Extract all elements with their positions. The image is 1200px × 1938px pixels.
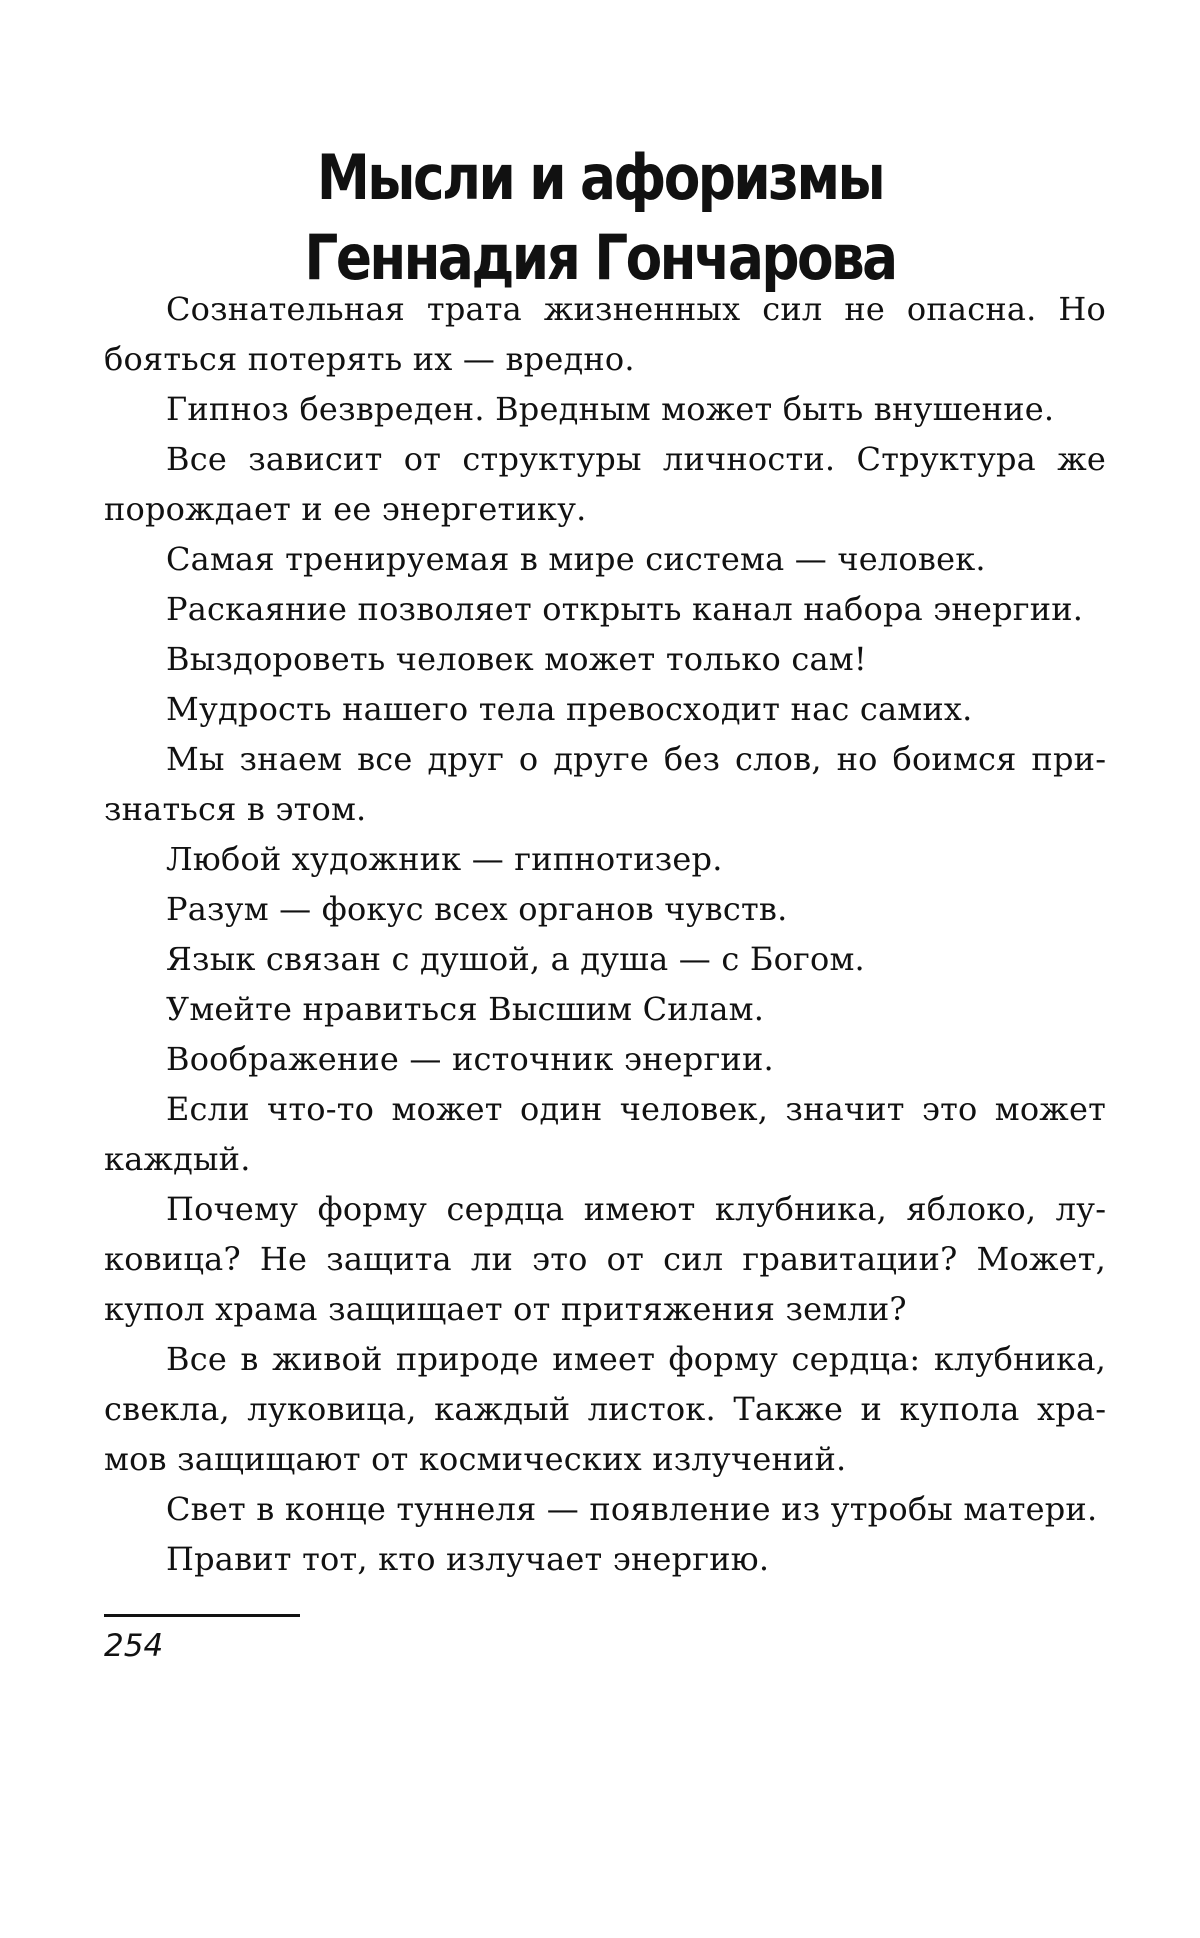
chapter-title bbox=[170, 138, 1030, 298]
aphorism-paragraph: Если что-то может один человек, значит это может каждый. bbox=[104, 1090, 1106, 1178]
aphorism-paragraph: Самая тренируемая в мире система — человек. bbox=[166, 540, 986, 578]
aphorism-paragraph: Выздороветь человек может только сам! bbox=[166, 640, 867, 678]
aphorism-paragraph: Почему форму сердца имеют клубника, яблоко, луковица? Не защита ли это от сил гравитации? Может, купол храма защищает от притяжения земли? bbox=[104, 1190, 1106, 1328]
aphorism-paragraph: Раскаяние позволяет открыть канал набора энергии. bbox=[166, 590, 1084, 628]
chapter-title-line-1: Мысли и афоризмы bbox=[316, 140, 884, 214]
footer-rule bbox=[104, 1614, 300, 1617]
aphorism-paragraph: Воображение — источник энергии. bbox=[166, 1040, 774, 1078]
aphorisms-text bbox=[104, 284, 1106, 1584]
aphorism-paragraph: Свет в конце туннеля — появление из утробы матери. bbox=[166, 1490, 1098, 1528]
aphorism-paragraph: Все в живой природе имеет форму сердца: клубника, свекла, луковица, каждый листок. Также и купола храмов защищают от космических излучений. bbox=[104, 1340, 1106, 1478]
aphorism-paragraph: Мы знаем все друг о друге без слов, но боимся признаться в этом. bbox=[104, 740, 1106, 828]
aphorism-paragraph: Мудрость нашего тела превосходит нас самих. bbox=[166, 690, 973, 728]
aphorism-paragraph: Любой художник — гипнотизер. bbox=[166, 840, 723, 878]
aphorism-paragraph: Правит тот, кто излучает энергию. bbox=[166, 1540, 770, 1578]
aphorism-paragraph: Умейте нравиться Высшим Силам. bbox=[166, 990, 765, 1028]
aphorism-paragraph: Сознательная трата жизненных сил не опасна. Но бояться потерять их — вредно. bbox=[104, 290, 1106, 378]
page-number: 254 bbox=[104, 1628, 164, 1664]
aphorism-paragraph: Разум — фокус всех органов чувств. bbox=[166, 890, 788, 928]
aphorism-paragraph: Язык связан с душой, а душа — с Богом. bbox=[166, 940, 865, 978]
aphorism-paragraph: Гипноз безвреден. Вредным может быть внушение. bbox=[166, 390, 1055, 428]
aphorism-paragraph: Все зависит от структуры личности. Структура же порождает и ее энергетику. bbox=[104, 440, 1106, 528]
chapter-title-line-2: Геннадия Гончарова bbox=[304, 220, 896, 294]
